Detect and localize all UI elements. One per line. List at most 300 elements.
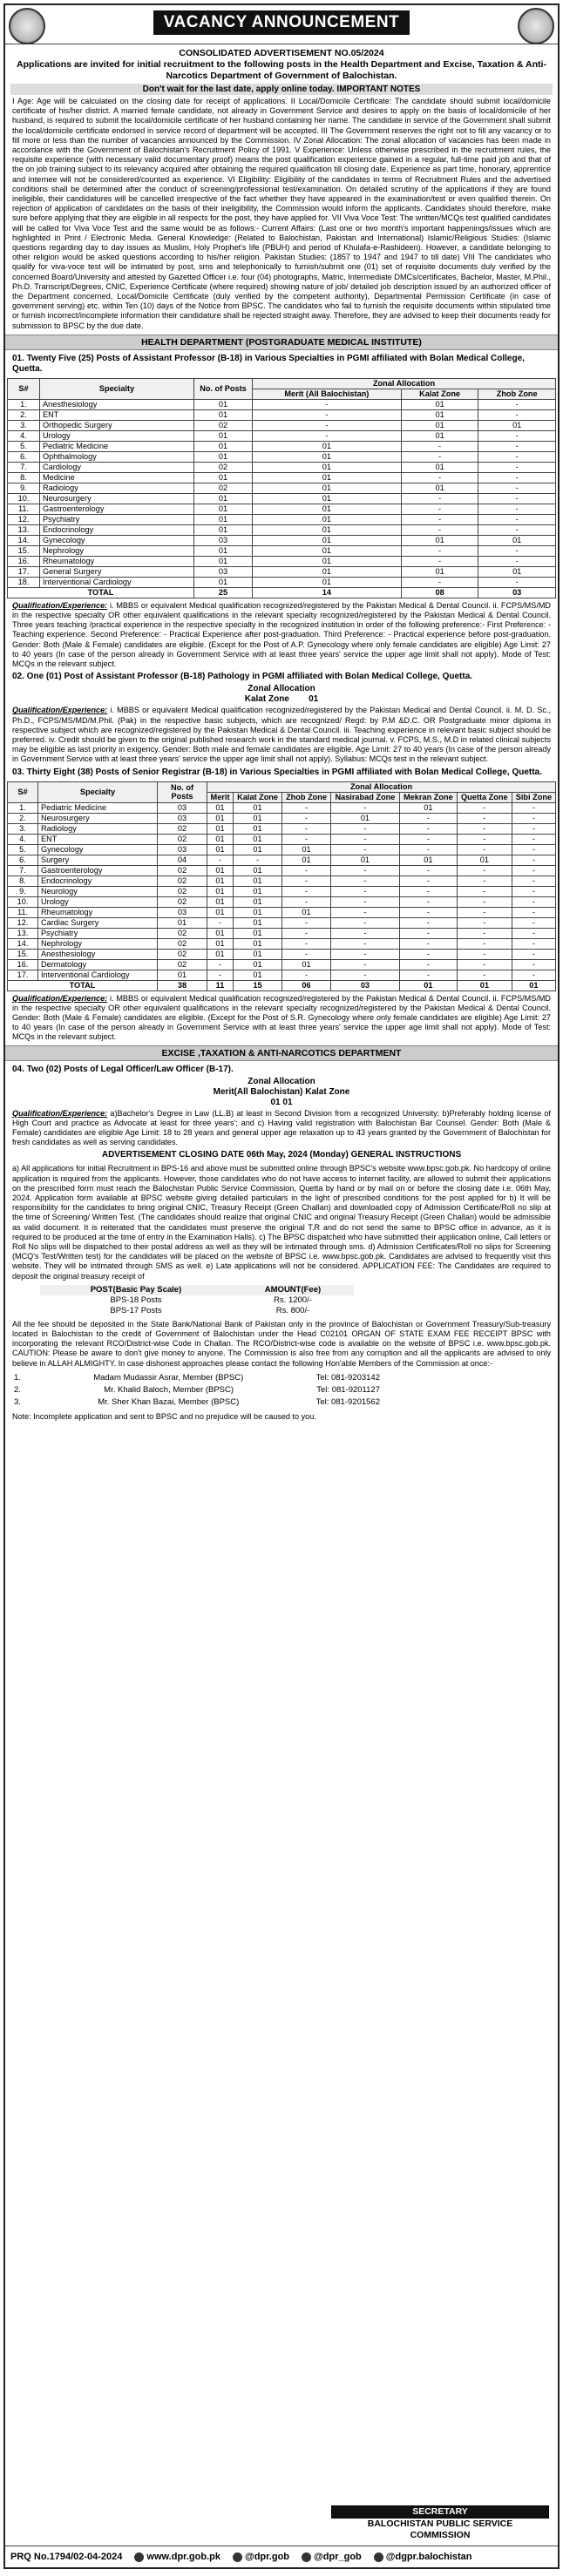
table-cell: Gastroenterology xyxy=(38,865,158,876)
table-cell: 01 xyxy=(194,545,253,556)
table-cell: Neurology xyxy=(38,886,158,896)
total-cell: 14 xyxy=(253,587,402,598)
member-phone: Tel: 081-9201562 xyxy=(315,1396,380,1407)
member-text: 2. xyxy=(14,1384,21,1395)
total-cell: 06 xyxy=(282,980,331,991)
total-cell: 03 xyxy=(478,587,556,598)
table-cell: Cardiac Surgery xyxy=(38,917,158,928)
table-cell: Endocrinology xyxy=(38,876,158,886)
table-cell: 01 xyxy=(331,855,400,865)
col-posts: No. of Posts xyxy=(194,378,253,399)
fee-cell: BPS-18 Posts xyxy=(110,1295,162,1306)
table-cell: - xyxy=(282,896,331,907)
table-cell: - xyxy=(282,970,331,980)
total-cell: 38 xyxy=(158,980,207,991)
col-kalat: Kalat Zone xyxy=(401,389,478,399)
table-cell: 01 xyxy=(253,535,402,545)
table-row xyxy=(8,493,556,504)
table-cell: - xyxy=(401,556,478,566)
table-cell: - xyxy=(282,802,331,813)
table-cell: - xyxy=(331,970,400,980)
table-cell: Anesthesiology xyxy=(40,399,194,409)
table-cell: - xyxy=(512,886,555,896)
fee-row xyxy=(40,1306,354,1316)
member-row xyxy=(14,1372,380,1384)
table-cell: - xyxy=(399,917,457,928)
table-cell: 01 xyxy=(194,472,253,483)
table-cell: - xyxy=(282,917,331,928)
instagram-link[interactable]: @dgpr.balochistan xyxy=(385,2552,472,2562)
table-cell: 10. xyxy=(8,493,40,504)
member-text: Mr. Sher Khan Bazai, Member (BPSC) xyxy=(98,1396,240,1407)
col-merit: Merit xyxy=(207,792,234,802)
table-cell: Interventional Cardiology xyxy=(38,970,158,980)
globe-icon xyxy=(134,2552,144,2562)
table-cell: 7. xyxy=(8,865,38,876)
table-cell: - xyxy=(478,472,556,483)
table-cell: - xyxy=(401,493,478,504)
table-cell: 12. xyxy=(8,917,38,928)
table-cell: 01 xyxy=(234,886,282,896)
member-phone: Tel: 081-9203142 xyxy=(315,1372,380,1383)
post-02-title: 02. One (01) Post of Assistant Professor (B-18) Pathology in PGMI affiliated with Bolan Medical College, Quetta. xyxy=(12,672,473,682)
post-01-qualification: Qualification/Experience: i. MBBS or equivalent Medical qualification recognized/registered by the Pakistan Medical & Dental Council. ii. FCPS/MS/MD in the respective specialty OR other equivalent qualifications in the relevant specialty recognized/registered by the Pakistan Medical & Dental Council. Three years teaching /practical experience in the respective specialty in the recognized institution in order of the following preference:- First Preference: - Teaching experience. Second Preference: - Practical Experience after post-graduation. Third Preference: - Practical experience before post-graduation. Gender: Both (Male & Female) candidates are eligible. (Except for the Post of A.P. Gynecology where only female candidates are eligible) Age Limit: 27 to 40 years (In case of the person already in Government Service with at least three years' service the upper age limit shall not apply). Mode of Test: MCQs in the relevant subject. xyxy=(12,600,551,669)
table-cell: 6. xyxy=(8,451,40,462)
table-cell: 01 xyxy=(207,823,234,834)
table-cell: - xyxy=(234,855,282,865)
closing-date-heading: ADVERTISEMENT CLOSING DATE 06th May, 2024 (Monday) GENERAL INSTRUCTIONS xyxy=(101,1150,462,1160)
table-row xyxy=(8,959,556,970)
table-cell: 02 xyxy=(158,823,207,834)
table-row xyxy=(8,928,556,938)
table-cell: - xyxy=(478,545,556,556)
fee-instructions: All the fee should be deposited in the State Bank/National Bank of Pakistan only in the province of Balochistan or Government Treasury/Sub-treasury located in Balochistan to the credit of Government of Balochistan under the Head C02101 ORGAN OF STATE EXAM FEE RECEIPT BPSC with incorporating the relevant RCO/District-wise Code in Challan. The RCO/District-wise code is available on the website of BPSC i.e. www.bpsc.gob.pk. CAUTION: Please be aware to don't give money to anyone. The Commission is also free from any corruption and all the applicants are advised to only believe in ALLAH ALMIGHTY. In case dishonest approaches please contact the following Hon'able Members of the Commission at once:- xyxy=(12,1319,551,1368)
table-cell: - xyxy=(512,896,555,907)
table-row xyxy=(8,970,556,980)
table-cell: - xyxy=(282,865,331,876)
table-cell: 8. xyxy=(8,472,40,483)
table-cell: Neurosurgery xyxy=(40,493,194,504)
x-icon xyxy=(302,2552,311,2562)
total-cell: TOTAL xyxy=(8,587,194,598)
footer xyxy=(5,2546,558,2567)
table-cell: - xyxy=(399,813,457,823)
post-03-qualification: Qualification/Experience: i. MBBS or equivalent Medical qualification recognized/registered by the Pakistan Medical & Dental Council. ii. FCPS/MS/MD in the respective specialty OR other equivalent qualifications in the relevant specialty recognized/registered by the Pakistan Medical & Dental Council. Gender: Both (Male & Female) candidates are eligible. (Except for the Post of S.R. Gynecology where only female candidates are eligible) Age Limit: 27 to 40 years (In case of the person already in Government Service with at least three years' service the upper age limit shall not apply). Mode of Test: MCQs in the relevant subject. xyxy=(12,993,551,1042)
table-cell: 02 xyxy=(158,834,207,844)
table-cell: - xyxy=(478,430,556,441)
table-cell: 01 xyxy=(234,970,282,980)
table-cell: 01 xyxy=(253,462,402,472)
table-cell: Psychiatry xyxy=(38,928,158,938)
table-cell: 01 xyxy=(234,896,282,907)
table-row xyxy=(8,545,556,556)
table-cell: 03 xyxy=(158,802,207,813)
table-row xyxy=(8,514,556,524)
col-zonal: Zonal Allocation xyxy=(253,378,556,389)
table-cell: - xyxy=(331,834,400,844)
col-quetta: Quetta Zone xyxy=(457,792,512,802)
table-cell: - xyxy=(457,865,512,876)
table-cell: 02 xyxy=(194,483,253,493)
header xyxy=(5,5,558,44)
table-cell: - xyxy=(399,844,457,855)
table-cell: - xyxy=(512,802,555,813)
table-cell: 7. xyxy=(8,462,40,472)
table-cell: 03 xyxy=(194,535,253,545)
table-cell: 03 xyxy=(158,907,207,917)
post-04-qualification: Qualification/Experience: a)Bachelor's Degree in Law (LL.B) at least in Second Division from a recognized University; b)Preferably holding license of High Court and practice as Advocate at least for three years'; and c) Having valid registration with Balochistan Bar Counsel. Gender: Both (Male & Female) candidates are eligible Age Limit: 18 to 28 years and general upper age relaxation up to 43 years granted by the Government of Balochistan for fresh candidates as well as serving candidates. xyxy=(12,1108,551,1147)
total-row xyxy=(8,980,556,991)
table-cell: - xyxy=(478,493,556,504)
table-cell: - xyxy=(512,813,555,823)
table-cell: - xyxy=(457,802,512,813)
table-cell: 01 xyxy=(401,535,478,545)
table-cell: Orthopedic Surgery xyxy=(40,420,194,430)
table-cell: 01 xyxy=(253,504,402,514)
closing-note: Note: Incomplete application and sent to BPSC and no prejudice will be caused to you. xyxy=(12,1411,316,1421)
table-row xyxy=(8,451,556,462)
col-posts: No. of Posts xyxy=(158,781,207,802)
table-cell: 02 xyxy=(158,896,207,907)
table-cell: - xyxy=(399,834,457,844)
table-cell: - xyxy=(331,928,400,938)
table-row xyxy=(8,938,556,949)
fee-cell: Rs. 1200/- xyxy=(274,1295,312,1306)
table-cell: Pediatric Medicine xyxy=(40,441,194,451)
table-row xyxy=(8,802,556,813)
table-cell: 01 xyxy=(234,928,282,938)
table-cell: - xyxy=(331,823,400,834)
table-cell: 2. xyxy=(8,813,38,823)
table-row xyxy=(8,409,556,420)
table-cell: 04 xyxy=(158,855,207,865)
table-cell: 01 xyxy=(194,504,253,514)
table-cell: 11. xyxy=(8,907,38,917)
table-cell: - xyxy=(401,514,478,524)
table-cell: 02 xyxy=(158,886,207,896)
table-cell: - xyxy=(401,441,478,451)
col-zhob: Zhob Zone xyxy=(478,389,556,399)
table-cell: - xyxy=(331,886,400,896)
table-cell: 01 xyxy=(401,566,478,577)
table-cell: 03 xyxy=(158,844,207,855)
table-cell: 01 xyxy=(194,451,253,462)
facebook-link[interactable]: @dpr.gob xyxy=(244,2552,290,2562)
table-row xyxy=(8,441,556,451)
table-cell: - xyxy=(399,886,457,896)
total-cell: 01 xyxy=(399,980,457,991)
table-cell: Neurosurgery xyxy=(38,813,158,823)
table-cell: 01 xyxy=(234,865,282,876)
table-cell: - xyxy=(399,959,457,970)
table-cell: - xyxy=(399,865,457,876)
total-row xyxy=(8,587,556,598)
table-cell: 01 xyxy=(478,420,556,430)
table-cell: 01 xyxy=(253,577,402,587)
table-cell: 01 xyxy=(253,566,402,577)
table-cell: 01 xyxy=(194,493,253,504)
advertisement-page xyxy=(3,3,560,2569)
health-department-heading: HEALTH DEPARTMENT (POSTGRADUATE MEDICAL INSTITUTE) xyxy=(5,335,558,350)
table-cell: - xyxy=(399,928,457,938)
table-row xyxy=(8,556,556,566)
table-cell: Nephrology xyxy=(40,545,194,556)
post-02-zonal-label: Zonal Allocation xyxy=(248,684,315,694)
table-cell: 01 xyxy=(194,409,253,420)
table-row xyxy=(8,917,556,928)
table-cell: - xyxy=(457,823,512,834)
table-row xyxy=(8,483,556,493)
table-cell: 01 xyxy=(207,949,234,959)
table-cell: - xyxy=(457,834,512,844)
table-cell: 15. xyxy=(8,949,38,959)
table-cell: Urology xyxy=(40,430,194,441)
table-cell: - xyxy=(457,970,512,980)
page-title: VACANCY ANNOUNCEMENT xyxy=(153,10,410,35)
table-cell: - xyxy=(401,504,478,514)
table-cell: 01 xyxy=(207,907,234,917)
table-cell: - xyxy=(331,844,400,855)
table-cell: - xyxy=(282,876,331,886)
col-kalat: Kalat Zone xyxy=(234,792,282,802)
table-cell: - xyxy=(512,844,555,855)
table-cell: 3. xyxy=(8,823,38,834)
table-row xyxy=(8,524,556,535)
table-cell: 01 xyxy=(399,802,457,813)
table-cell: 3. xyxy=(8,420,40,430)
table-cell: 01 xyxy=(282,855,331,865)
table-cell: 02 xyxy=(158,949,207,959)
table-cell: Ophthalmology xyxy=(40,451,194,462)
table-cell: - xyxy=(478,399,556,409)
table-cell: - xyxy=(478,504,556,514)
table-cell: - xyxy=(253,399,402,409)
post-04-counts: 01 01 xyxy=(270,1097,293,1107)
table-cell: - xyxy=(512,917,555,928)
post-02-qualification: Qualification/Experience: i. MBBS or equivalent Medical qualification recognized/registered by the Pakistan Medical and Dental Council. ii. M. D. Sc., Ph.D., FCPS/MS/MD/M.Phil. (Pak) in the respective basic subjects, which are recognized/ Regd: by P.M &D.C. OR Postgraduate minor diploma in respective subject which are recognized/registered by the Pakistan Medical & Dental Council. iii. Teaching experience in relevant basic subject should be preferred. iv. Credit should be given to the original published research work in the standard medical journal. v. FCPS, M.S., M.D in related clinical subjects may be eligible as last priority in exigency. Gender: Both male and female candidates are eligible. Age Limit: 27 to 40 years (In case of the person already in Government Service with at least three years' service the upper age limit shall not apply). Syllabus: MCQs test in the relevant subject. xyxy=(12,706,551,764)
table-cell: Medicine xyxy=(40,472,194,483)
col-mekran: Mekran Zone xyxy=(399,792,457,802)
table-cell: 01 xyxy=(207,886,234,896)
table-cell: 4. xyxy=(8,430,40,441)
table-cell: 5. xyxy=(8,844,38,855)
table-cell: - xyxy=(512,938,555,949)
fee-cell: Rs. 800/- xyxy=(275,1306,310,1316)
table-cell: - xyxy=(457,907,512,917)
member-row xyxy=(14,1396,380,1409)
table-cell: ENT xyxy=(38,834,158,844)
table-cell: 01 xyxy=(457,855,512,865)
website-link[interactable]: www.dpr.gob.pk xyxy=(146,2552,220,2562)
table-row xyxy=(8,834,556,844)
table-cell: 14. xyxy=(8,938,38,949)
table-cell: - xyxy=(282,813,331,823)
table-cell: Cardiology xyxy=(40,462,194,472)
table-cell: 01 xyxy=(234,876,282,886)
table-cell: - xyxy=(399,949,457,959)
table-cell: - xyxy=(457,876,512,886)
table-cell: - xyxy=(399,970,457,980)
table-cell: Gastroenterology xyxy=(40,504,194,514)
table-cell: - xyxy=(478,451,556,462)
table-cell: 01 xyxy=(253,514,402,524)
table-cell: Urology xyxy=(38,896,158,907)
important-notes-bar: Don't wait for the last date, apply online today. IMPORTANT NOTES xyxy=(10,84,553,95)
table-cell: - xyxy=(512,959,555,970)
table-cell: - xyxy=(253,420,402,430)
table-cell: 13. xyxy=(8,928,38,938)
table-cell: 01 xyxy=(401,420,478,430)
table-cell: Gynecology xyxy=(40,535,194,545)
prq-number: PRQ No.1794/02-04-2024 xyxy=(10,2552,123,2562)
table-cell: ENT xyxy=(40,409,194,420)
table-cell: 01 xyxy=(401,409,478,420)
table-cell: - xyxy=(207,855,234,865)
table-row xyxy=(8,462,556,472)
instagram-icon xyxy=(374,2552,383,2562)
member-phone: Tel: 081-9201127 xyxy=(316,1384,380,1395)
table-cell: 01 xyxy=(253,524,402,535)
table-cell: 01 xyxy=(401,462,478,472)
general-instructions: a) All applications for initial Recruitment in BPS-16 and above must be submitted online through BPSC's website www.bpsc.gob.pk. No hardcopy of online application is required from the applicants. However, those candidates who do not have access to internet facility, are allowed to submit their applications on the prescribed form must reach the Balochistan Public Service Commission, Quetta by hand or by mail on or before the closing date i.e. 06th May, 2024. Application form available at BPSC website giving detailed particulars in the light of prescribed conditions for the post applied for b) It will be responsibility for the candidates to bring original CNIC, Treasury Receipt (Green Challan) and downloaded copy of Admission Certificate/Roll no slip at the time of Screening/ Written Test. (The candidates should realize that original CNIC and original Treasury Receipt (Green Challan) would be admissible as valid document. It is reiterated that the candidates must preserve the original T.R and do not send the same to BPSC office in advance, as it is required to be produced at the time of entry in the Examination Halls). c) The BPSC dispatched who have submitted their application online, Call letters or Roll No slips will be dispatched to their postal address as well as they will be intimated through sms. d) Admission Certificates/Roll no slips for Screening (MCQ's Test/Written test) for the candidates will be placed on the website of BPSC i.e. www.bpsc.gob.pk. Candidates are advised to frequently visit this website. They will be intimated through SMS as well. e) Late applications will not be considered. APPLICATION FEE: The Candidates are required to deposit the original treasury receipt of xyxy=(12,1164,551,1281)
table-cell: 01 xyxy=(234,802,282,813)
table-cell: 01 xyxy=(234,834,282,844)
col-zhob: Zhob Zone xyxy=(282,792,331,802)
table-cell: - xyxy=(457,886,512,896)
table-cell: 01 xyxy=(234,844,282,855)
table-cell: Psychiatry xyxy=(40,514,194,524)
table-cell: - xyxy=(331,938,400,949)
fee-col-post: POST(Basic Pay Scale) xyxy=(40,1285,232,1295)
table-cell: 01 xyxy=(253,451,402,462)
table-cell: 01 xyxy=(401,399,478,409)
table-row xyxy=(8,896,556,907)
total-cell: 03 xyxy=(331,980,400,991)
table-cell: Nephrology xyxy=(38,938,158,949)
table-cell: 01 xyxy=(234,917,282,928)
table-row xyxy=(8,844,556,855)
table-cell: 8. xyxy=(8,876,38,886)
secretary-org-2: COMMISSION xyxy=(410,2530,471,2540)
table-cell: Dermatology xyxy=(38,959,158,970)
table-cell: Pediatric Medicine xyxy=(38,802,158,813)
table-row xyxy=(8,577,556,587)
table-cell: 01 xyxy=(194,430,253,441)
table-cell: 01 xyxy=(282,907,331,917)
secretary-org: BALOCHISTAN PUBLIC SERVICE xyxy=(367,2519,513,2529)
table-row xyxy=(8,855,556,865)
table-cell: 02 xyxy=(158,876,207,886)
table-row xyxy=(8,813,556,823)
table-cell: 01 xyxy=(234,823,282,834)
table-row xyxy=(8,472,556,483)
table-cell: 14. xyxy=(8,535,40,545)
table-cell: Rheumatology xyxy=(40,556,194,566)
table-cell: 02 xyxy=(158,938,207,949)
table-cell: - xyxy=(478,409,556,420)
table-cell: - xyxy=(282,949,331,959)
table-cell: - xyxy=(401,524,478,535)
table-cell: - xyxy=(207,959,234,970)
table-row xyxy=(8,865,556,876)
table-cell: - xyxy=(457,917,512,928)
col-specialty: Specialty xyxy=(38,781,158,802)
table-cell: - xyxy=(253,430,402,441)
table-cell: 01 xyxy=(401,483,478,493)
fee-cell: BPS-17 Posts xyxy=(110,1306,162,1316)
table-cell: 01 xyxy=(207,844,234,855)
post-03-title: 03. Thirty Eight (38) Posts of Senior Registrar (B-18) in Various Specialties in PGMI affiliated with Bolan Medical College, Quetta. xyxy=(12,767,542,777)
total-cell: 08 xyxy=(401,587,478,598)
table-cell: - xyxy=(401,577,478,587)
member-text: 1. xyxy=(14,1372,21,1383)
table-cell: 01 xyxy=(207,802,234,813)
table-cell: 4. xyxy=(8,834,38,844)
table-cell: 03 xyxy=(194,566,253,577)
table-cell: 13. xyxy=(8,524,40,535)
col-specialty: Specialty xyxy=(40,378,194,399)
table-cell: 6. xyxy=(8,855,38,865)
table-cell: 01 xyxy=(253,441,402,451)
table-cell: - xyxy=(478,514,556,524)
table-cell: 01 xyxy=(401,430,478,441)
table-cell: - xyxy=(478,483,556,493)
total-cell: 11 xyxy=(207,980,234,991)
table-cell: - xyxy=(282,938,331,949)
table-cell: Endocrinology xyxy=(40,524,194,535)
table-cell: 01 xyxy=(158,970,207,980)
table-cell: 01 xyxy=(253,545,402,556)
table-cell: 01 xyxy=(207,938,234,949)
table-cell: 01 xyxy=(399,855,457,865)
table-cell: - xyxy=(331,896,400,907)
table-cell: 01 xyxy=(194,514,253,524)
table-cell: - xyxy=(399,823,457,834)
x-link[interactable]: @dpr_gob xyxy=(314,2552,362,2562)
table-cell: - xyxy=(331,907,400,917)
table-row xyxy=(8,823,556,834)
table-cell: - xyxy=(399,907,457,917)
table-cell: - xyxy=(282,886,331,896)
table-row xyxy=(8,876,556,886)
intro xyxy=(5,44,558,84)
table-cell: 01 xyxy=(207,813,234,823)
table-cell: 01 xyxy=(253,556,402,566)
table-cell: 02 xyxy=(194,462,253,472)
post-03-table xyxy=(7,781,556,991)
col-nasirabad: Nasirabad Zone xyxy=(331,792,400,802)
table-cell: - xyxy=(512,876,555,886)
table-row xyxy=(8,566,556,577)
intro-text: Applications are invited for initial recruitment to the following posts in the Health Department and Excise, Taxation & Anti-Narcotics Department of Government of Balochistan. xyxy=(17,59,546,81)
table-cell: 9. xyxy=(8,886,38,896)
table-cell: - xyxy=(331,949,400,959)
member-row xyxy=(14,1384,380,1396)
table-cell: Rheumatology xyxy=(38,907,158,917)
table-cell: 01 xyxy=(207,896,234,907)
table-row xyxy=(8,430,556,441)
table-cell: 9. xyxy=(8,483,40,493)
table-cell: 16. xyxy=(8,556,40,566)
table-cell: 1. xyxy=(8,802,38,813)
table-cell: - xyxy=(401,545,478,556)
table-cell: - xyxy=(331,865,400,876)
table-cell: 01 xyxy=(331,813,400,823)
post-04-title: 04. Two (02) Posts of Legal Officer/Law Officer (B-17). xyxy=(12,1064,234,1074)
table-cell: 16. xyxy=(8,959,38,970)
government-emblem-icon xyxy=(9,8,45,44)
table-cell: - xyxy=(399,896,457,907)
